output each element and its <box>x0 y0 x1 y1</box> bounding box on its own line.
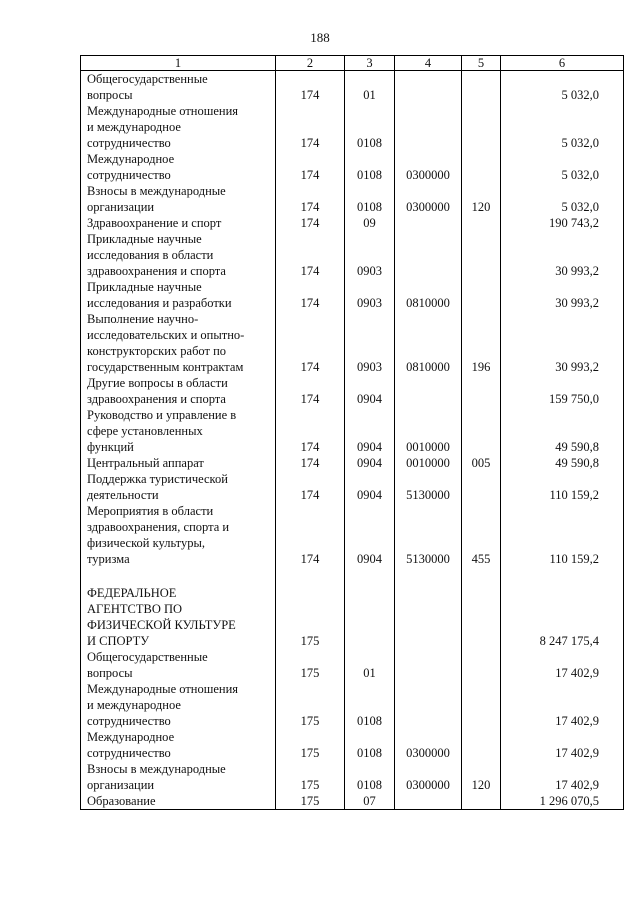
cell-expense-type: 196 <box>462 311 501 375</box>
column-header-5: 5 <box>462 56 501 71</box>
cell-expense-type <box>462 585 501 649</box>
cell-name: Международные отношения и международное сотрудничество <box>81 103 276 151</box>
cell-target-code <box>395 585 462 649</box>
cell-section-code: 0904 <box>345 455 395 471</box>
cell-ministry-code: 174 <box>276 311 345 375</box>
cell-section-code: 0903 <box>345 231 395 279</box>
cell-expense-type <box>462 793 501 810</box>
cell-amount: 17 402,9 <box>501 729 624 761</box>
page-number: 188 <box>310 30 330 45</box>
cell-section-code: 0903 <box>345 279 395 311</box>
cell-amount: 1 296 070,5 <box>501 793 624 810</box>
cell-section-code: 0903 <box>345 311 395 375</box>
cell-section-code: 0108 <box>345 183 395 215</box>
cell-name: Руководство и управление в сфере установленных функций <box>81 407 276 455</box>
cell-amount: 49 590,8 <box>501 407 624 455</box>
table-row <box>81 503 624 567</box>
cell-target-code <box>395 681 462 729</box>
cell-section-code: 0108 <box>345 681 395 729</box>
spacer-row <box>81 567 624 585</box>
cell-target-code: 5130000 <box>395 503 462 567</box>
cell-section-code: 0108 <box>345 761 395 793</box>
spacer-cell <box>345 567 395 585</box>
cell-name: Здравоохранение и спорт <box>81 215 276 231</box>
cell-ministry-code: 174 <box>276 279 345 311</box>
table-row <box>81 585 624 649</box>
cell-expense-type <box>462 649 501 681</box>
spacer-cell <box>501 567 624 585</box>
column-header-6: 6 <box>501 56 624 71</box>
cell-ministry-code: 174 <box>276 71 345 104</box>
cell-amount: 190 743,2 <box>501 215 624 231</box>
cell-section-code: 0904 <box>345 375 395 407</box>
cell-target-code: 0300000 <box>395 761 462 793</box>
cell-target-code <box>395 231 462 279</box>
cell-expense-type <box>462 681 501 729</box>
cell-amount: 5 032,0 <box>501 183 624 215</box>
table-row <box>81 455 624 471</box>
column-header-1: 1 <box>81 56 276 71</box>
cell-section-code: 0904 <box>345 503 395 567</box>
cell-ministry-code: 175 <box>276 761 345 793</box>
cell-expense-type <box>462 151 501 183</box>
cell-name: Образование <box>81 793 276 810</box>
cell-name: Мероприятия в области здравоохранения, спорта и физической культуры, туризма <box>81 503 276 567</box>
cell-amount: 30 993,2 <box>501 311 624 375</box>
cell-ministry-code: 174 <box>276 183 345 215</box>
table-row <box>81 311 624 375</box>
cell-name: Общегосударственные вопросы <box>81 71 276 104</box>
cell-expense-type: 455 <box>462 503 501 567</box>
table-row <box>81 279 624 311</box>
cell-name: Центральный аппарат <box>81 455 276 471</box>
cell-section-code: 09 <box>345 215 395 231</box>
cell-ministry-code: 175 <box>276 729 345 761</box>
cell-section-code: 0108 <box>345 729 395 761</box>
cell-target-code <box>395 793 462 810</box>
cell-expense-type <box>462 471 501 503</box>
cell-amount: 5 032,0 <box>501 151 624 183</box>
cell-ministry-code: 174 <box>276 455 345 471</box>
cell-section-code: 0108 <box>345 151 395 183</box>
cell-target-code <box>395 649 462 681</box>
cell-expense-type: 005 <box>462 455 501 471</box>
table-row <box>81 407 624 455</box>
cell-ministry-code: 174 <box>276 407 345 455</box>
cell-amount: 17 402,9 <box>501 761 624 793</box>
cell-amount: 8 247 175,4 <box>501 585 624 649</box>
cell-target-code: 0300000 <box>395 729 462 761</box>
cell-amount: 5 032,0 <box>501 103 624 151</box>
cell-target-code: 0010000 <box>395 455 462 471</box>
cell-section-code: 01 <box>345 649 395 681</box>
cell-amount: 159 750,0 <box>501 375 624 407</box>
cell-expense-type <box>462 729 501 761</box>
cell-name: Выполнение научно- исследовательских и опытно- конструкторских работ по государственным контрактам <box>81 311 276 375</box>
cell-amount: 30 993,2 <box>501 231 624 279</box>
table-row <box>81 183 624 215</box>
cell-amount: 110 159,2 <box>501 471 624 503</box>
cell-target-code <box>395 375 462 407</box>
cell-section-code: 01 <box>345 71 395 104</box>
cell-name: Международные отношения и международное сотрудничество <box>81 681 276 729</box>
table-body <box>81 71 624 810</box>
cell-name: Взносы в международные организации <box>81 761 276 793</box>
cell-name: Прикладные научные исследования в области здравоохранения и спорта <box>81 231 276 279</box>
cell-expense-type <box>462 215 501 231</box>
cell-target-code: 0010000 <box>395 407 462 455</box>
cell-name: Общегосударственные вопросы <box>81 649 276 681</box>
table-row <box>81 729 624 761</box>
cell-target-code: 0810000 <box>395 279 462 311</box>
cell-target-code: 0300000 <box>395 151 462 183</box>
cell-expense-type <box>462 375 501 407</box>
spacer-cell <box>81 567 276 585</box>
cell-expense-type <box>462 71 501 104</box>
cell-name: Международное сотрудничество <box>81 151 276 183</box>
cell-section-code: 0108 <box>345 103 395 151</box>
spacer-cell <box>462 567 501 585</box>
cell-expense-type: 120 <box>462 183 501 215</box>
cell-ministry-code: 174 <box>276 231 345 279</box>
budget-table <box>80 55 624 810</box>
cell-amount: 17 402,9 <box>501 649 624 681</box>
table-row <box>81 761 624 793</box>
cell-ministry-code: 174 <box>276 375 345 407</box>
cell-ministry-code: 175 <box>276 585 345 649</box>
table-row <box>81 649 624 681</box>
table-row <box>81 71 624 104</box>
cell-name: ФЕДЕРАЛЬНОЕ АГЕНТСТВО ПО ФИЗИЧЕСКОЙ КУЛЬТУРЕ И СПОРТУ <box>81 585 276 649</box>
column-header-3: 3 <box>345 56 395 71</box>
spacer-cell <box>276 567 345 585</box>
spacer-cell <box>395 567 462 585</box>
cell-amount: 17 402,9 <box>501 681 624 729</box>
cell-expense-type: 120 <box>462 761 501 793</box>
column-header-4: 4 <box>395 56 462 71</box>
cell-ministry-code: 175 <box>276 649 345 681</box>
cell-name: Международное сотрудничество <box>81 729 276 761</box>
cell-target-code: 0810000 <box>395 311 462 375</box>
cell-section-code: 0904 <box>345 407 395 455</box>
cell-target-code <box>395 103 462 151</box>
cell-expense-type <box>462 231 501 279</box>
table-row <box>81 215 624 231</box>
cell-expense-type <box>462 279 501 311</box>
cell-target-code <box>395 215 462 231</box>
cell-name: Взносы в международные организации <box>81 183 276 215</box>
cell-ministry-code: 174 <box>276 503 345 567</box>
cell-target-code: 0300000 <box>395 183 462 215</box>
table-header-row <box>81 56 624 71</box>
cell-ministry-code: 174 <box>276 215 345 231</box>
table-row <box>81 103 624 151</box>
cell-ministry-code: 174 <box>276 151 345 183</box>
table-row <box>81 375 624 407</box>
cell-ministry-code: 174 <box>276 471 345 503</box>
cell-amount: 5 032,0 <box>501 71 624 104</box>
cell-target-code: 5130000 <box>395 471 462 503</box>
table-row <box>81 231 624 279</box>
cell-ministry-code: 175 <box>276 681 345 729</box>
cell-section-code: 0904 <box>345 471 395 503</box>
cell-section-code: 07 <box>345 793 395 810</box>
cell-amount: 49 590,8 <box>501 455 624 471</box>
table-row <box>81 793 624 810</box>
table-row <box>81 471 624 503</box>
cell-expense-type <box>462 407 501 455</box>
cell-name: Прикладные научные исследования и разработки <box>81 279 276 311</box>
column-header-2: 2 <box>276 56 345 71</box>
cell-ministry-code: 175 <box>276 793 345 810</box>
cell-name: Другие вопросы в области здравоохранения и спорта <box>81 375 276 407</box>
cell-amount: 110 159,2 <box>501 503 624 567</box>
cell-ministry-code: 174 <box>276 103 345 151</box>
cell-section-code <box>345 585 395 649</box>
cell-amount: 30 993,2 <box>501 279 624 311</box>
table-row <box>81 681 624 729</box>
cell-name: Поддержка туристической деятельности <box>81 471 276 503</box>
cell-expense-type <box>462 103 501 151</box>
table-row <box>81 151 624 183</box>
cell-target-code <box>395 71 462 104</box>
